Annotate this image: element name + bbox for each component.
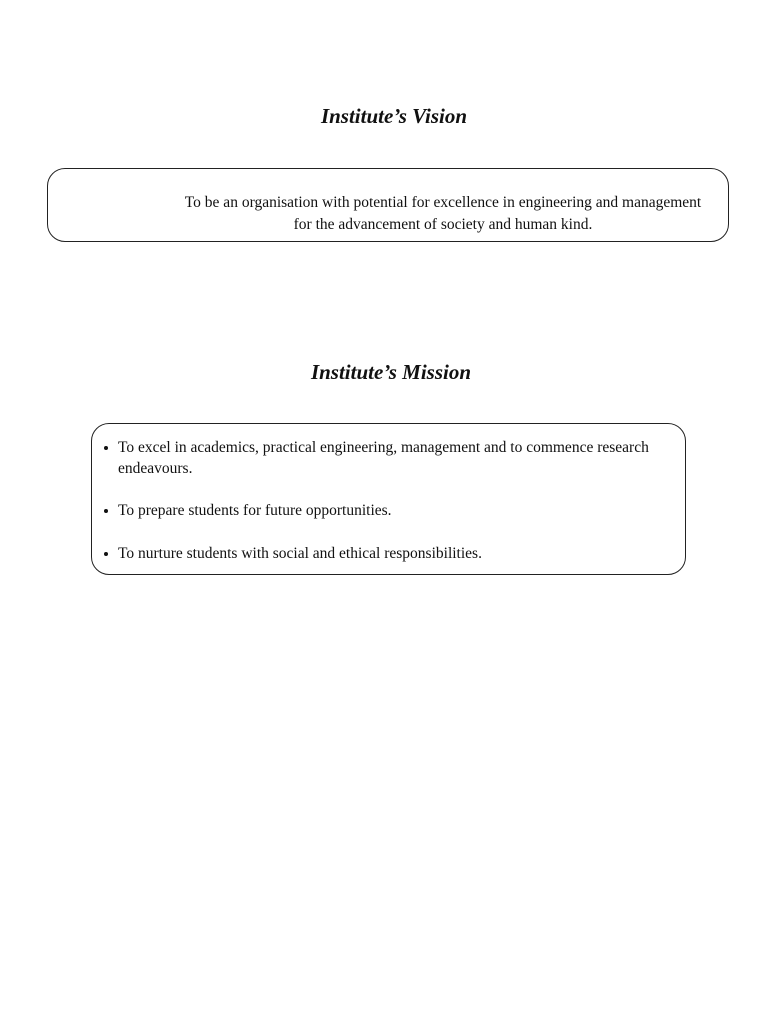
mission-item [102, 543, 662, 564]
mission-box [91, 423, 686, 575]
bullet-icon [104, 509, 108, 513]
mission-item-text: To nurture students with social and ethical responsibilities. [118, 545, 482, 562]
bullet-icon [104, 446, 108, 450]
mission-item [102, 500, 662, 521]
vision-box [47, 168, 729, 242]
bullet-icon [104, 552, 108, 556]
vision-heading: Institute’s Vision [320, 104, 468, 128]
vision-line-1: To be an organisation with potential for excellence in engineering and management [184, 194, 702, 211]
mission-list [102, 437, 662, 585]
vision-statement [158, 192, 728, 236]
vision-line-2: for the advancement of society and human kind. [293, 216, 593, 233]
mission-heading: Institute’s Mission [310, 360, 472, 384]
mission-item-text: To prepare students for future opportunities. [118, 502, 392, 519]
mission-item [102, 437, 662, 479]
mission-item-text: To excel in academics, practical engineering, management and to commence research endeavours. [118, 439, 649, 477]
